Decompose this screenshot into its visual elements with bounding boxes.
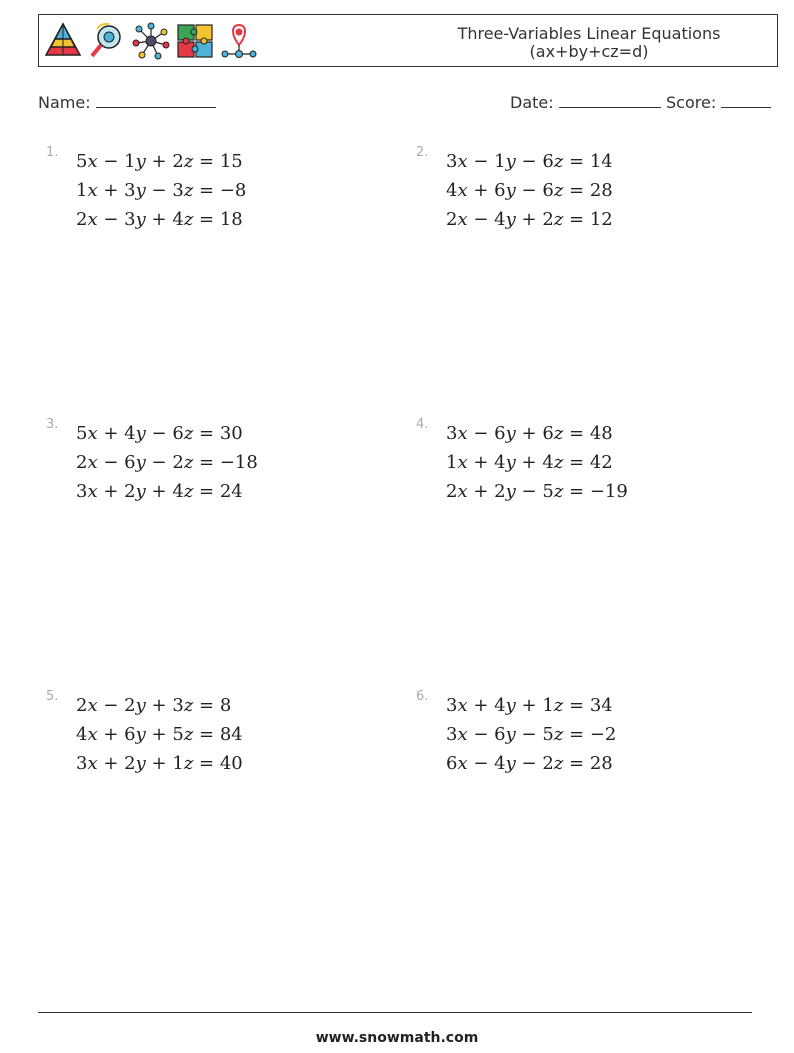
- equation: [76, 419, 243, 448]
- sign-b: +: [473, 452, 489, 473]
- sign-c: +: [151, 481, 167, 502]
- coef-b: 3: [124, 180, 136, 201]
- variable-z: z: [553, 209, 564, 230]
- variable-y: y: [505, 180, 516, 201]
- equation: [76, 749, 243, 778]
- equation: [446, 176, 613, 205]
- coef-c: 5: [172, 724, 184, 745]
- coef-c: 5: [542, 481, 554, 502]
- coef-b: 2: [124, 753, 136, 774]
- variable-z: z: [553, 452, 564, 473]
- spacer: =: [193, 695, 220, 716]
- constant-d: 18: [219, 209, 243, 230]
- variable-x: x: [457, 452, 468, 473]
- spacer: =: [563, 753, 590, 774]
- coef-a: 4: [446, 180, 458, 201]
- coef-c: 3: [172, 695, 184, 716]
- equation: [76, 691, 231, 720]
- variable-x: x: [457, 695, 468, 716]
- coef-b: 1: [494, 151, 506, 172]
- sign-c: +: [151, 695, 167, 716]
- constant-d: −2: [589, 724, 617, 745]
- variable-x: x: [87, 753, 98, 774]
- spacer: =: [193, 151, 220, 172]
- spacer: =: [193, 481, 220, 502]
- constant-d: 28: [589, 753, 613, 774]
- header-box: [38, 14, 778, 67]
- coef-c: 2: [172, 151, 184, 172]
- spacer: =: [193, 753, 220, 774]
- spacer: =: [563, 209, 590, 230]
- sign-c: +: [521, 452, 537, 473]
- sign-b: +: [103, 180, 119, 201]
- header-icons: [43, 19, 259, 63]
- problem-number: 4.: [416, 417, 429, 432]
- sign-b: −: [103, 209, 119, 230]
- coef-c: 3: [172, 180, 184, 201]
- variable-y: y: [135, 724, 146, 745]
- sign-b: +: [473, 180, 489, 201]
- sign-c: −: [521, 481, 537, 502]
- spacer: =: [193, 452, 220, 473]
- coef-c: 4: [172, 481, 184, 502]
- spacer: =: [563, 724, 590, 745]
- spacer: =: [563, 452, 590, 473]
- variable-x: x: [87, 209, 98, 230]
- spacer: =: [563, 695, 590, 716]
- constant-d: 40: [219, 753, 243, 774]
- variable-y: y: [135, 423, 146, 444]
- coef-b: 4: [494, 452, 506, 473]
- sign-c: −: [521, 151, 537, 172]
- sign-c: +: [521, 423, 537, 444]
- constant-d: 42: [589, 452, 613, 473]
- sign-c: +: [151, 753, 167, 774]
- variable-y: y: [505, 452, 516, 473]
- variable-x: x: [457, 724, 468, 745]
- name-blank[interactable]: [96, 93, 216, 108]
- spacer: =: [563, 481, 590, 502]
- variable-y: y: [135, 452, 146, 473]
- coef-b: 2: [124, 481, 136, 502]
- puzzle-icon: [175, 21, 215, 61]
- constant-d: 34: [589, 695, 613, 716]
- equation: [76, 477, 243, 506]
- spacer: =: [193, 724, 220, 745]
- variable-z: z: [183, 695, 194, 716]
- variable-z: z: [553, 481, 564, 502]
- coef-b: 4: [124, 423, 136, 444]
- equation: [446, 691, 613, 720]
- sign-b: +: [103, 423, 119, 444]
- equation: [446, 448, 613, 477]
- problem-number: 5.: [46, 689, 59, 704]
- spacer: =: [193, 209, 220, 230]
- sign-c: −: [521, 180, 537, 201]
- sign-b: +: [103, 724, 119, 745]
- coef-a: 3: [76, 753, 88, 774]
- score-field[interactable]: [666, 93, 771, 112]
- coef-a: 6: [446, 753, 458, 774]
- sign-c: +: [521, 209, 537, 230]
- variable-x: x: [457, 151, 468, 172]
- worksheet-title-block: [439, 25, 739, 61]
- coef-b: 6: [494, 423, 506, 444]
- coef-b: 6: [494, 724, 506, 745]
- equation: [446, 419, 613, 448]
- coef-a: 3: [446, 724, 458, 745]
- score-label: Score:: [666, 93, 717, 112]
- coef-a: 1: [76, 180, 88, 201]
- coef-c: 6: [542, 423, 554, 444]
- coef-a: 3: [76, 481, 88, 502]
- coef-b: 4: [494, 753, 506, 774]
- variable-x: x: [457, 209, 468, 230]
- variable-z: z: [183, 753, 194, 774]
- coef-c: 6: [542, 151, 554, 172]
- name-label: Name:: [38, 93, 91, 112]
- magnifier-icon: [87, 21, 127, 61]
- sign-c: −: [521, 753, 537, 774]
- variable-y: y: [505, 724, 516, 745]
- equation: [446, 477, 628, 506]
- variable-y: y: [505, 481, 516, 502]
- equation: [76, 147, 243, 176]
- spacer: =: [563, 180, 590, 201]
- equation: [76, 205, 243, 234]
- variable-z: z: [183, 724, 194, 745]
- variable-z: z: [553, 695, 564, 716]
- variable-x: x: [87, 452, 98, 473]
- sign-c: −: [151, 452, 167, 473]
- constant-d: −8: [219, 180, 247, 201]
- variable-x: x: [87, 180, 98, 201]
- coef-b: 3: [124, 209, 136, 230]
- spacer: =: [563, 423, 590, 444]
- variable-z: z: [183, 151, 194, 172]
- score-blank[interactable]: [721, 93, 771, 108]
- sign-c: +: [151, 724, 167, 745]
- variable-y: y: [505, 151, 516, 172]
- coef-b: 6: [494, 180, 506, 201]
- variable-z: z: [553, 180, 564, 201]
- coef-a: 3: [446, 151, 458, 172]
- constant-d: 15: [219, 151, 243, 172]
- sign-b: −: [473, 151, 489, 172]
- constant-d: 12: [589, 209, 613, 230]
- coef-b: 6: [124, 724, 136, 745]
- sign-b: −: [473, 423, 489, 444]
- network-icon: [131, 21, 171, 61]
- name-field[interactable]: [38, 93, 216, 112]
- coef-a: 3: [446, 695, 458, 716]
- coef-b: 4: [494, 695, 506, 716]
- coef-c: 5: [542, 724, 554, 745]
- coef-c: 1: [172, 753, 184, 774]
- variable-x: x: [87, 724, 98, 745]
- sign-b: −: [103, 151, 119, 172]
- coef-b: 2: [494, 481, 506, 502]
- coef-c: 1: [542, 695, 554, 716]
- sign-c: −: [521, 724, 537, 745]
- variable-z: z: [553, 753, 564, 774]
- variable-z: z: [183, 423, 194, 444]
- coef-a: 1: [446, 452, 458, 473]
- coef-b: 6: [124, 452, 136, 473]
- sign-c: +: [151, 209, 167, 230]
- sign-b: −: [103, 452, 119, 473]
- location-pin-icon: [219, 21, 259, 61]
- variable-z: z: [553, 423, 564, 444]
- variable-x: x: [87, 695, 98, 716]
- coef-a: 2: [76, 209, 88, 230]
- variable-x: x: [457, 423, 468, 444]
- variable-y: y: [505, 209, 516, 230]
- coef-a: 5: [76, 151, 88, 172]
- sign-b: −: [103, 695, 119, 716]
- variable-x: x: [87, 423, 98, 444]
- constant-d: 48: [589, 423, 613, 444]
- equation: [446, 205, 613, 234]
- sign-c: −: [151, 180, 167, 201]
- variable-y: y: [135, 151, 146, 172]
- variable-y: y: [505, 423, 516, 444]
- sign-b: −: [473, 209, 489, 230]
- spacer: =: [563, 151, 590, 172]
- sign-b: +: [103, 481, 119, 502]
- date-field[interactable]: [510, 93, 661, 112]
- coef-a: 2: [446, 209, 458, 230]
- equation: [76, 176, 246, 205]
- sign-b: +: [473, 695, 489, 716]
- date-label: Date:: [510, 93, 554, 112]
- footer-website: www.snowmath.com: [315, 1030, 479, 1046]
- variable-y: y: [135, 481, 146, 502]
- equation: [446, 720, 616, 749]
- problem-number: 2.: [416, 145, 429, 160]
- coef-c: 4: [172, 209, 184, 230]
- constant-d: 14: [589, 151, 613, 172]
- equation: [76, 720, 243, 749]
- worksheet-title: Three-Variables Linear Equations: [457, 24, 721, 43]
- variable-z: z: [183, 180, 194, 201]
- variable-z: z: [553, 151, 564, 172]
- worksheet-subtitle: (ax+by+cz=d): [529, 42, 649, 61]
- variable-z: z: [183, 209, 194, 230]
- constant-d: 24: [219, 481, 243, 502]
- sign-b: +: [473, 481, 489, 502]
- variable-z: z: [183, 481, 194, 502]
- coef-a: 2: [76, 695, 88, 716]
- coef-b: 1: [124, 151, 136, 172]
- problem-number: 3.: [46, 417, 59, 432]
- equation: [446, 749, 613, 778]
- variable-y: y: [135, 180, 146, 201]
- variable-x: x: [457, 180, 468, 201]
- coef-b: 4: [494, 209, 506, 230]
- variable-x: x: [457, 481, 468, 502]
- coef-b: 2: [124, 695, 136, 716]
- problem-number: 6.: [416, 689, 429, 704]
- variable-y: y: [135, 209, 146, 230]
- variable-y: y: [135, 753, 146, 774]
- spacer: =: [193, 180, 220, 201]
- coef-a: 4: [76, 724, 88, 745]
- equation: [76, 448, 258, 477]
- constant-d: −18: [219, 452, 258, 473]
- date-blank[interactable]: [559, 93, 661, 108]
- variable-y: y: [505, 695, 516, 716]
- sign-b: −: [473, 724, 489, 745]
- coef-a: 5: [76, 423, 88, 444]
- sign-b: −: [473, 753, 489, 774]
- constant-d: 8: [219, 695, 232, 716]
- variable-x: x: [457, 753, 468, 774]
- coef-c: 4: [542, 452, 554, 473]
- coef-c: 2: [172, 452, 184, 473]
- variable-y: y: [135, 695, 146, 716]
- variable-y: y: [505, 753, 516, 774]
- sign-b: +: [103, 753, 119, 774]
- coef-a: 3: [446, 423, 458, 444]
- variable-z: z: [183, 452, 194, 473]
- problem-number: 1.: [46, 145, 59, 160]
- spacer: =: [193, 423, 220, 444]
- coef-c: 6: [172, 423, 184, 444]
- coef-a: 2: [446, 481, 458, 502]
- sign-c: +: [151, 151, 167, 172]
- sign-c: −: [151, 423, 167, 444]
- sign-c: +: [521, 695, 537, 716]
- variable-x: x: [87, 151, 98, 172]
- variable-z: z: [553, 724, 564, 745]
- constant-d: 30: [219, 423, 243, 444]
- coef-a: 2: [76, 452, 88, 473]
- constant-d: 84: [219, 724, 243, 745]
- pyramid-icon: [43, 21, 83, 61]
- constant-d: 28: [589, 180, 613, 201]
- coef-c: 6: [542, 180, 554, 201]
- coef-c: 2: [542, 753, 554, 774]
- footer-divider: [38, 1012, 752, 1013]
- variable-x: x: [87, 481, 98, 502]
- constant-d: −19: [589, 481, 628, 502]
- equation: [446, 147, 613, 176]
- coef-c: 2: [542, 209, 554, 230]
